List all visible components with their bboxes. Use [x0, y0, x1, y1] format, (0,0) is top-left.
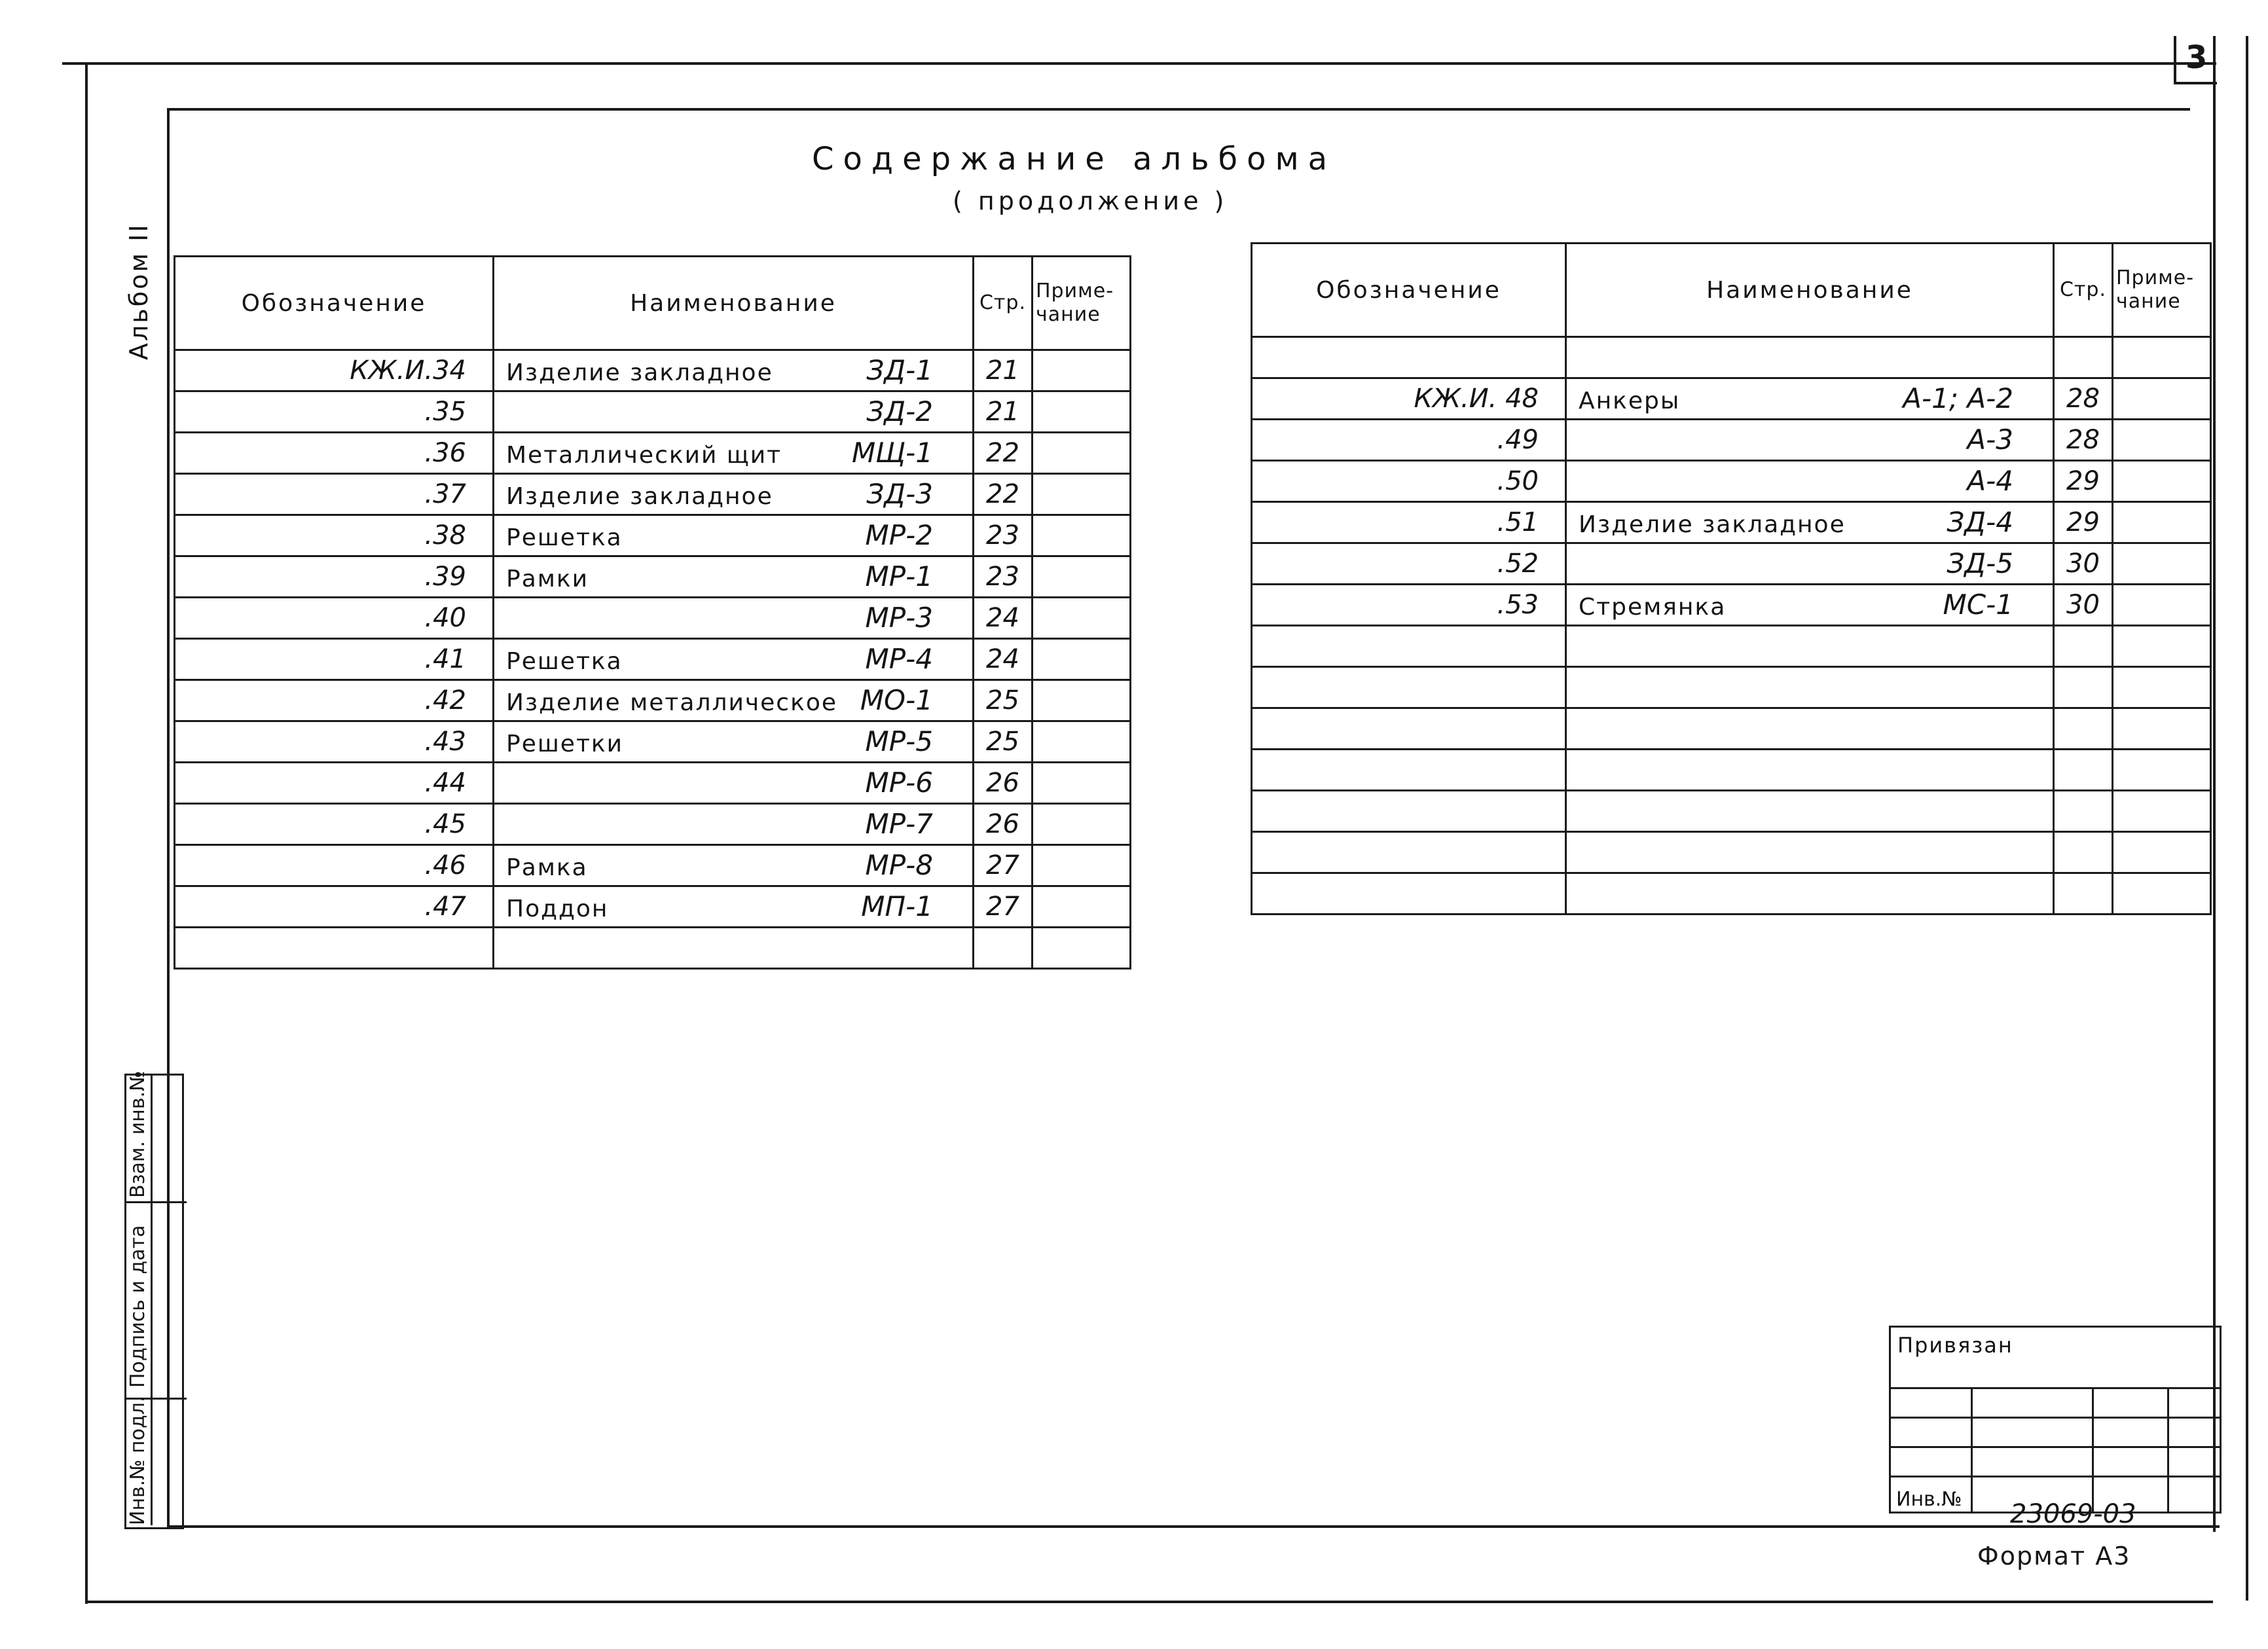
- row-name-cell: [1566, 543, 2054, 585]
- row-name-cell: [494, 474, 974, 515]
- row-name: Стремянка: [1579, 594, 1727, 621]
- row-code: [1252, 873, 1566, 915]
- row-page: 22: [974, 474, 1033, 515]
- row-note: [1033, 598, 1131, 639]
- row-name-cell: [1566, 420, 2054, 461]
- frame-bottom-inner: [167, 1525, 2220, 1528]
- row-code: .38: [175, 515, 494, 556]
- table-row: [1252, 461, 2211, 502]
- row-name-cell: [494, 680, 974, 721]
- row-code: [1252, 708, 1566, 750]
- table-row: [175, 474, 1131, 515]
- row-mark: МР-1: [865, 560, 933, 592]
- row-mark: А-3: [1967, 424, 2013, 456]
- row-page: [2054, 832, 2113, 873]
- row-note: [1033, 350, 1131, 391]
- row-page: 23: [974, 515, 1033, 556]
- frame-top-inner: [167, 108, 2190, 111]
- table-row: [1252, 626, 2211, 667]
- row-note: [1033, 804, 1131, 845]
- row-name: Решетка: [506, 524, 623, 551]
- header-name: Наименование: [494, 257, 974, 350]
- row-name-cell: [1566, 585, 2054, 626]
- row-name: Рамки: [506, 566, 589, 592]
- row-name: Изделие закладное: [1579, 511, 1846, 538]
- row-note: [1033, 721, 1131, 763]
- row-code: [1252, 626, 1566, 667]
- row-name-cell: [494, 433, 974, 474]
- table-row: [1252, 667, 2211, 708]
- row-code: .39: [175, 556, 494, 598]
- row-mark: МР-7: [865, 808, 933, 840]
- header-name: Наименование: [1566, 244, 2054, 337]
- row-code: .47: [175, 886, 494, 928]
- row-page: 25: [974, 680, 1033, 721]
- row-note: [2113, 667, 2211, 708]
- row-name-cell: [494, 845, 974, 886]
- row-note: [2113, 461, 2211, 502]
- row-name-cell: [1566, 626, 2054, 667]
- row-note: [2113, 791, 2211, 832]
- row-name-cell: [494, 928, 974, 969]
- row-code: .51: [1252, 502, 1566, 543]
- sheet-number: 3: [2186, 39, 2208, 76]
- row-code: КЖ.И.34: [175, 350, 494, 391]
- row-page: 23: [974, 556, 1033, 598]
- header-note: Приме- чание: [1033, 257, 1131, 350]
- row-mark: ЗД-2: [866, 395, 933, 427]
- table-header-row: [1252, 244, 2211, 337]
- row-name-cell: [494, 515, 974, 556]
- row-note: [1033, 928, 1131, 969]
- header-note: Приме- чание: [2113, 244, 2211, 337]
- row-page: 27: [974, 845, 1033, 886]
- row-page: 29: [2054, 461, 2113, 502]
- table-row: [175, 680, 1131, 721]
- row-name: Решетки: [506, 731, 624, 757]
- row-note: [1033, 845, 1131, 886]
- row-page: [2054, 708, 2113, 750]
- row-name-cell: [1566, 708, 2054, 750]
- table-row: [1252, 873, 2211, 915]
- row-page: [2054, 750, 2113, 791]
- row-page: 21: [974, 391, 1033, 433]
- row-name-cell: [1566, 791, 2054, 832]
- table-row: [1252, 585, 2211, 626]
- row-code: [1252, 832, 1566, 873]
- table-row: [175, 639, 1131, 680]
- frame-right-outer: [2246, 36, 2248, 1601]
- header-code: Обозначение: [175, 257, 494, 350]
- row-name-cell: [1566, 502, 2054, 543]
- row-page: 24: [974, 598, 1033, 639]
- row-mark: МР-8: [865, 849, 933, 881]
- table-row: [1252, 832, 2211, 873]
- table-row: [175, 928, 1131, 969]
- row-name: Изделие закладное: [506, 483, 773, 510]
- row-name-cell: [494, 804, 974, 845]
- side-stamp-inv-podl: Инв.№ подл.: [126, 1396, 149, 1525]
- row-code: КЖ.И. 48: [1252, 378, 1566, 420]
- row-page: 30: [2054, 543, 2113, 585]
- row-mark: МР-4: [865, 643, 933, 675]
- album-label: Альбом II: [124, 223, 153, 360]
- row-page: [2054, 626, 2113, 667]
- row-name: Изделие металлическое: [506, 689, 837, 716]
- row-code: .41: [175, 639, 494, 680]
- row-name-cell: [1566, 461, 2054, 502]
- page-subtitle: ( продолжение ): [953, 187, 1228, 215]
- row-mark: ЗД-4: [1947, 506, 2013, 538]
- row-name: Изделие закладное: [506, 359, 773, 386]
- table-row: [175, 763, 1131, 804]
- frame-bottom-outer: [85, 1601, 2213, 1603]
- side-stamp-div1: [124, 1201, 187, 1203]
- row-code: .46: [175, 845, 494, 886]
- row-note: [2113, 873, 2211, 915]
- row-page: 25: [974, 721, 1033, 763]
- row-mark: МП-1: [861, 890, 933, 922]
- row-name-cell: [494, 556, 974, 598]
- header-page: Стр.: [974, 257, 1033, 350]
- row-page: 22: [974, 433, 1033, 474]
- table-row: [175, 391, 1131, 433]
- row-page: 30: [2054, 585, 2113, 626]
- row-code: .49: [1252, 420, 1566, 461]
- row-note: [1033, 433, 1131, 474]
- page-title: Содержание альбома: [812, 141, 1337, 177]
- row-note: [2113, 420, 2211, 461]
- header-page: Стр.: [2054, 244, 2113, 337]
- right-contents-table: [1251, 242, 2212, 915]
- table-row: [1252, 708, 2211, 750]
- table-row: [1252, 337, 2211, 378]
- row-note: [2113, 585, 2211, 626]
- table-header-row: [175, 257, 1131, 350]
- row-page: [974, 928, 1033, 969]
- row-note: [1033, 763, 1131, 804]
- row-code: .45: [175, 804, 494, 845]
- row-page: 28: [2054, 420, 2113, 461]
- row-code: .44: [175, 763, 494, 804]
- row-note: [1033, 680, 1131, 721]
- side-stamp-vzam-inv: Взам. инв.№: [126, 1070, 149, 1198]
- table-row: [175, 804, 1131, 845]
- row-page: 21: [974, 350, 1033, 391]
- table-row: [1252, 750, 2211, 791]
- row-code: [1252, 337, 1566, 378]
- row-name-cell: [494, 350, 974, 391]
- row-note: [1033, 391, 1131, 433]
- row-page: 28: [2054, 378, 2113, 420]
- row-mark: МС-1: [1943, 589, 2013, 621]
- row-page: 24: [974, 639, 1033, 680]
- bottom-stamp: [1889, 1326, 2222, 1513]
- row-note: [2113, 378, 2211, 420]
- row-name-cell: [1566, 667, 2054, 708]
- row-note: [2113, 543, 2211, 585]
- table-row: [175, 433, 1131, 474]
- row-code: .40: [175, 598, 494, 639]
- row-name-cell: [1566, 832, 2054, 873]
- table-row: [175, 556, 1131, 598]
- table-row: [1252, 543, 2211, 585]
- row-code: .36: [175, 433, 494, 474]
- row-name-cell: [494, 763, 974, 804]
- row-note: [1033, 474, 1131, 515]
- row-name: Поддон: [506, 896, 609, 922]
- row-name-cell: [494, 391, 974, 433]
- row-page: 27: [974, 886, 1033, 928]
- row-code: .37: [175, 474, 494, 515]
- row-mark: МР-5: [865, 725, 933, 757]
- row-code: [1252, 791, 1566, 832]
- row-code: [175, 928, 494, 969]
- row-page: [2054, 791, 2113, 832]
- table-row: [175, 350, 1131, 391]
- row-mark: МР-2: [865, 519, 933, 551]
- row-name-cell: [1566, 378, 2054, 420]
- row-page: 26: [974, 763, 1033, 804]
- row-page: [2054, 337, 2113, 378]
- row-page: [2054, 873, 2113, 915]
- row-page: [2054, 667, 2113, 708]
- row-mark: ЗД-5: [1947, 547, 2013, 579]
- row-note: [2113, 708, 2211, 750]
- row-name-cell: [494, 598, 974, 639]
- row-code: [1252, 667, 1566, 708]
- row-mark: А-4: [1967, 465, 2013, 497]
- table-row: [175, 598, 1131, 639]
- left-contents-table: [174, 255, 1131, 969]
- table-row: [175, 845, 1131, 886]
- stamp-privyazan: Привязан: [1890, 1327, 2221, 1388]
- table-row: [175, 886, 1131, 928]
- stamp-inv-no: Инв.№: [1890, 1477, 1972, 1513]
- frame-left-outer: [85, 62, 88, 1604]
- row-mark: МР-6: [865, 767, 933, 799]
- row-code: .53: [1252, 585, 1566, 626]
- row-note: [1033, 556, 1131, 598]
- table-row: [175, 721, 1131, 763]
- row-mark: ЗД-3: [866, 478, 933, 510]
- row-note: [2113, 626, 2211, 667]
- row-code: .43: [175, 721, 494, 763]
- row-mark: МР-3: [865, 602, 933, 634]
- row-code: .35: [175, 391, 494, 433]
- row-code: .50: [1252, 461, 1566, 502]
- row-mark: А-1; А-2: [1903, 382, 2013, 414]
- row-page: 29: [2054, 502, 2113, 543]
- row-mark: ЗД-1: [866, 354, 933, 386]
- row-code: [1252, 750, 1566, 791]
- row-mark: МЩ-1: [851, 437, 933, 469]
- row-name-cell: [494, 721, 974, 763]
- row-note: [2113, 337, 2211, 378]
- row-note: [1033, 515, 1131, 556]
- row-name-cell: [1566, 873, 2054, 915]
- row-code: .52: [1252, 543, 1566, 585]
- row-name: Анкеры: [1579, 388, 1681, 414]
- sheet-format: Формат А3: [1977, 1542, 2131, 1570]
- header-code: Обозначение: [1252, 244, 1566, 337]
- row-note: [2113, 832, 2211, 873]
- row-name-cell: [494, 886, 974, 928]
- row-note: [1033, 639, 1131, 680]
- row-name-cell: [1566, 337, 2054, 378]
- row-code: .42: [175, 680, 494, 721]
- row-name-cell: [1566, 750, 2054, 791]
- side-stamp-sign-date: Подпись и дата: [126, 1225, 149, 1388]
- table-row: [1252, 502, 2211, 543]
- frame-top-outer: [62, 62, 2216, 65]
- row-name: Решетка: [506, 648, 623, 675]
- table-row: [1252, 420, 2211, 461]
- row-note: [2113, 502, 2211, 543]
- row-mark: МО-1: [860, 684, 933, 716]
- row-name-cell: [494, 639, 974, 680]
- row-name: Рамка: [506, 854, 588, 881]
- table-row: [1252, 378, 2211, 420]
- row-name: Металлический щит: [506, 442, 782, 469]
- row-page: 26: [974, 804, 1033, 845]
- row-note: [1033, 886, 1131, 928]
- frame-right: [2213, 36, 2216, 1532]
- table-row: [1252, 791, 2211, 832]
- table-row: [175, 515, 1131, 556]
- row-note: [2113, 750, 2211, 791]
- document-number: 23069-03: [2010, 1499, 2136, 1529]
